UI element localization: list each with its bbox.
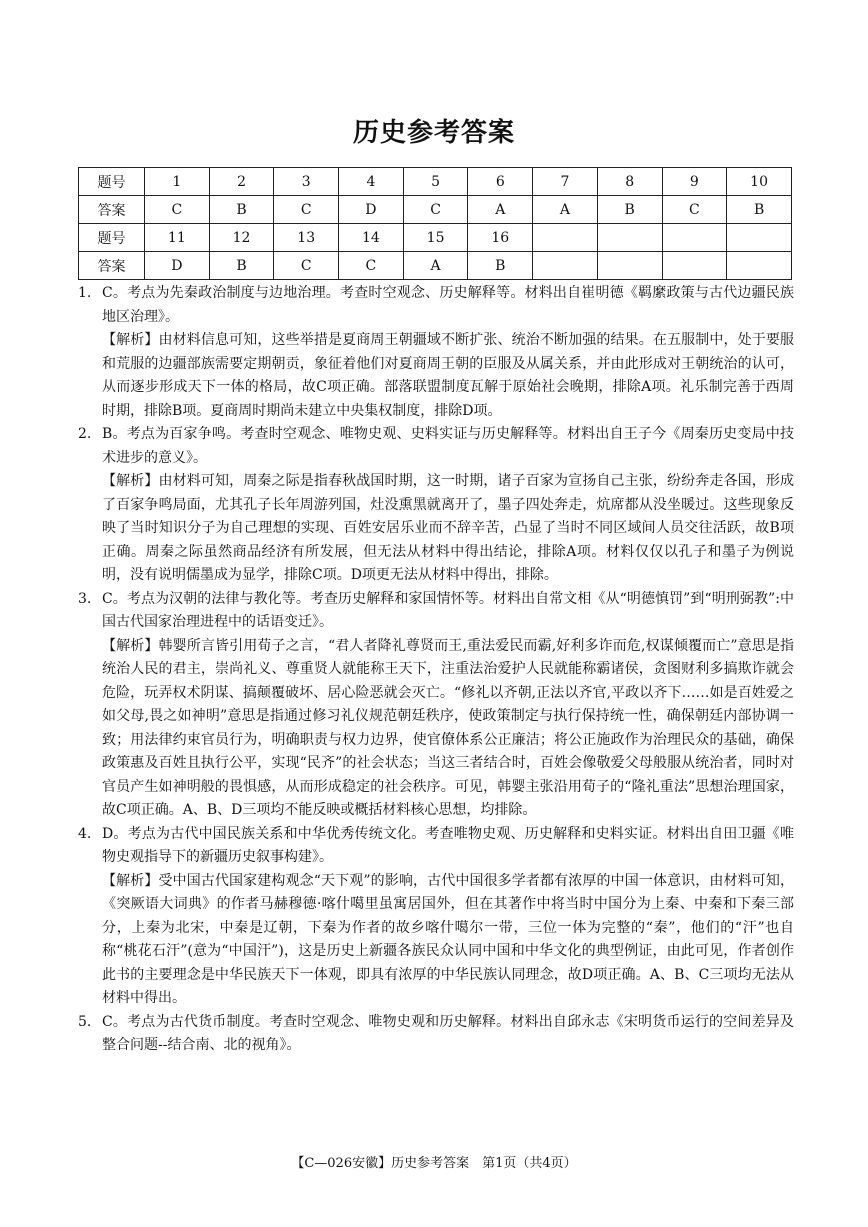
item-summary: B。考点为百家争鸣。考查时空观念、唯物史观、史料实证与历史解释等。材料出自王子今《周秦历史变局中技术进步的意义》。 xyxy=(102,426,794,466)
table-cell: 4 xyxy=(339,168,404,196)
row-label: 答案 xyxy=(79,196,145,224)
table-cell: B xyxy=(209,252,274,280)
table-cell: D xyxy=(145,252,210,280)
table-cell: 3 xyxy=(274,168,339,196)
row-label: 题号 xyxy=(79,224,145,252)
table-cell: A xyxy=(468,196,533,224)
table-cell: 5 xyxy=(403,168,468,196)
table-cell: B xyxy=(597,196,662,224)
item-summary: C。考点为先秦政治制度与边地治理。考查时空观念、历史解释等。材料出自崔明德《羁縻政策与古代边疆民族地区治理》。 xyxy=(102,285,794,325)
table-row xyxy=(79,196,792,224)
table-cell: C xyxy=(145,196,210,224)
table-cell xyxy=(662,224,727,252)
table-cell: D xyxy=(339,196,404,224)
table-cell: 1 xyxy=(145,168,210,196)
table-cell: B xyxy=(209,196,274,224)
table-cell: C xyxy=(403,196,468,224)
table-cell: 10 xyxy=(727,168,792,196)
item-number: 1. xyxy=(78,285,92,301)
item-summary: C。考点为古代货币制度。考查时空观念、唯物史观和历史解释。材料出自邱永志《宋明货币运行的空间差异及整合问题--结合南、北的视角》。 xyxy=(102,1013,794,1053)
item-number: 2. xyxy=(78,426,92,442)
item-analysis: 【解析】韩婴所言皆引用荀子之言，“君人者降礼尊贤而王,重法爱民而霸,好利多诈而危,权谋倾覆而亡”意思是指统治人民的君主，崇尚礼义、尊重贤人就能称王天下，注重法治爱护人民就能称霸诸侯，贪图财利多搞欺诈就会危险，玩弄权术阴谋、搞颠覆破坏、居心险恶就会灭亡。“修礼以齐朝,正法以齐官,平政以齐下……如是百姓爱之如父母,畏之如神明”意思是指通过修习礼仪规范朝廷秩序，使政策制定与执行保持统一性，确保朝廷内部协调一致；用法律约束官员行为，明确职责与权力边界，使官僚体系公正廉洁；将公正施政作为治理民众的基础，确保政策惠及百姓且执行公平，实现“民齐”的社会状态；当这三者结合时，百姓会像敬爱父母般服从统治者，同时对官员产生如神明般的畏惧感，从而形成稳定的社会秩序。可见，韩婴主张沿用荀子的“隆礼重法”思想治理国家，故C项正确。A、B、D三项均不能反映或概括材料核心思想，均排除。 xyxy=(102,637,794,818)
answer-explanations xyxy=(78,282,794,1058)
table-cell xyxy=(533,252,598,280)
answer-item xyxy=(78,588,794,823)
answer-item xyxy=(78,1011,794,1058)
answer-item xyxy=(78,823,794,1011)
page-footer: 【C—026安徽】历史参考答案 第1页（共4页） xyxy=(291,1156,577,1171)
item-summary: D。考点为古代中国民族关系和中华优秀传统文化。考查唯物史观、历史解释和史料实证。材料出自田卫疆《唯物史观指导下的新疆历史叙事构建》。 xyxy=(102,825,794,865)
table-row xyxy=(79,168,792,196)
page-title: 历史参考答案 xyxy=(352,118,515,148)
table-cell: 12 xyxy=(209,224,274,252)
item-analysis: 【解析】受中国古代国家建构观念“天下观”的影响，古代中国很多学者都有浓厚的中国一体意识，由材料可知，《突厥语大词典》的作者马赫穆德·喀什噶里虽寓居国外，但在其著作中将当时中国分为上秦、中秦和下秦三部分，上秦为北宋，中秦是辽朝，下秦为作者的故乡喀什噶尔一带，三位一体为完整的“秦”，他们的“汗”也自称“桃花石汗”(意为“中国汗”)，这是历史上新疆各族民众认同中国和中华文化的典型例证，由此可见，作者创作此书的主要理念是中华民族天下一体观，即具有浓厚的中华民族认同理念，故D项正确。A、B、C三项均无法从材料中得出。 xyxy=(102,872,794,1006)
table-cell: 2 xyxy=(209,168,274,196)
table-cell: B xyxy=(727,196,792,224)
table-cell: 8 xyxy=(597,168,662,196)
answer-item xyxy=(78,282,794,423)
table-cell: 6 xyxy=(468,168,533,196)
table-cell: B xyxy=(468,252,533,280)
table-cell xyxy=(597,224,662,252)
row-label: 答案 xyxy=(79,252,145,280)
row-label: 题号 xyxy=(79,168,145,196)
table-cell: 15 xyxy=(403,224,468,252)
table-cell: 9 xyxy=(662,168,727,196)
table-cell: 14 xyxy=(339,224,404,252)
item-number: 4. xyxy=(78,825,92,842)
table-row xyxy=(79,252,792,280)
table-cell: C xyxy=(274,196,339,224)
table-cell: 7 xyxy=(533,168,598,196)
item-analysis: 【解析】由材料可知，周秦之际是指春秋战国时期，这一时期，诸子百家为宣扬自己主张，纷纷奔走各国，形成了百家争鸣局面，尤其孔子长年周游列国，灶没熏黑就离开了，墨子四处奔走，炕席都从没坐暖过。这些现象反映了当时知识分子为自己理想的实现、百姓安居乐业而不辞辛苦，凸显了当时不同区域间人员交往活跃，故B项正确。周秦之际虽然商品经济有所发展，但无法从材料中得出结论，排除A项。材料仅仅以孔子和墨子为例说明，没有说明儒墨成为显学，排除C项。D项更无法从材料中得出，排除。 xyxy=(102,473,794,583)
table-cell xyxy=(533,224,598,252)
table-cell: C xyxy=(274,252,339,280)
answer-table xyxy=(78,167,792,280)
table-cell xyxy=(597,252,662,280)
item-number: 3. xyxy=(78,590,92,607)
table-cell: C xyxy=(662,196,727,224)
table-cell xyxy=(662,252,727,280)
table-cell: 11 xyxy=(145,224,210,252)
item-summary: C。考点为汉朝的法律与教化等。考查历史解释和家国情怀等。材料出自常文相《从“明德慎罚”到“明刑弼教”:中国古代国家治理进程中的话语变迁》。 xyxy=(102,590,794,630)
table-row xyxy=(79,224,792,252)
answer-item xyxy=(78,423,794,588)
table-cell: 16 xyxy=(468,224,533,252)
table-cell: 13 xyxy=(274,224,339,252)
table-cell xyxy=(727,224,792,252)
item-analysis: 【解析】由材料信息可知，这些举措是夏商周王朝疆域不断扩张、统治不断加强的结果。在五服制中，处于要服和荒服的边疆部族需要定期朝贡，象征着他们对夏商周王朝的臣服及从属关系，并由此形成对王朝统治的认可，从而逐步形成天下一体的格局，故C项正确。部落联盟制度瓦解于原始社会晚期，排除A项。礼乐制完善于西周时期，排除B项。夏商周时期尚未建立中央集权制度，排除D项。 xyxy=(102,332,794,419)
table-cell xyxy=(727,252,792,280)
item-number: 5. xyxy=(78,1013,92,1030)
table-cell: A xyxy=(533,196,598,224)
table-cell: C xyxy=(339,252,404,280)
table-cell: A xyxy=(403,252,468,280)
